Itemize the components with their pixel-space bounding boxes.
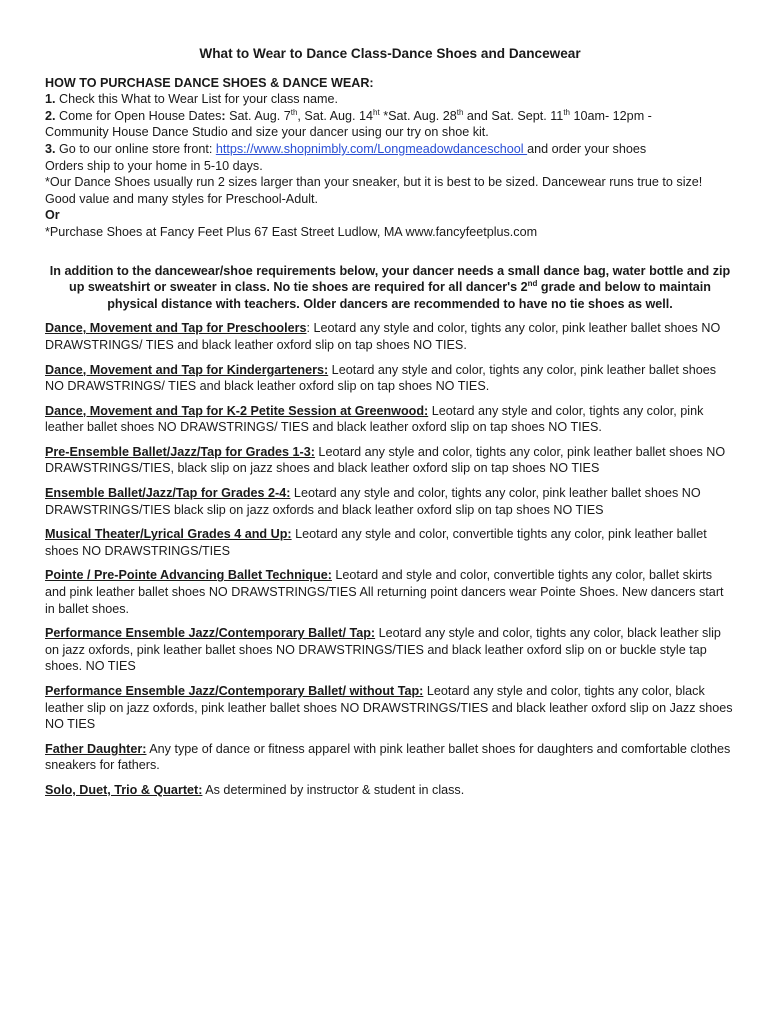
class-section bbox=[45, 403, 735, 436]
class-name: Performance Ensemble Jazz/Contemporary Ballet/ Tap: bbox=[45, 626, 376, 641]
sizing-note: *Our Dance Shoes usually run 2 sizes larger than your sneaker, but it is best to be sized. Dancewear runs true to size! Good value and many styles for Preschool-Adult. bbox=[45, 175, 703, 206]
purchase-instructions bbox=[45, 75, 735, 241]
class-section bbox=[45, 526, 735, 559]
class-requirements: Leotard any style and color, tights any color, pink leather ballet shoes NO DRAWSTRINGS/ TIES and black leather oxford slip on tap shoes NO TIES. bbox=[45, 362, 717, 394]
alternate-store: *Purchase Shoes at Fancy Feet Plus 67 East Street Ludlow, MA www.fancyfeetplus.com bbox=[45, 224, 538, 239]
notice-text-a: In addition to the dancewear/shoe requirements below, your dancer needs a small dance bag, water bottle and zip up sweatshirt or sweater in class. No tie shoes are required for all dancer's 2 bbox=[49, 263, 731, 295]
class-requirements: Leotard and style and color, convertible tights any color, ballet skirts and pink leather ballet shoes NO DRAWSTRINGS/TIES All returning point dancers wear Pointe Shoes. New dancers start in ballet shoes. bbox=[45, 568, 724, 616]
class-section bbox=[45, 683, 735, 733]
class-requirements: Leotard any style and color, tights any color, pink leather ballet shoes NO DRAWSTRINGS/ TIES and black leather oxford slip on tap shoes NO TIES. bbox=[45, 321, 721, 352]
step-2-sup-2: ht bbox=[373, 107, 380, 117]
step-1-number: 1. bbox=[45, 92, 56, 107]
step-3-line-2: Orders ship to your home in 5-10 days. bbox=[45, 158, 263, 173]
notice-sup: nd bbox=[527, 278, 538, 288]
class-list bbox=[45, 320, 735, 798]
class-requirements: Leotard any style and color, tights any color, pink leather ballet shoes NO DRAWSTRINGS/ TIES and black leather oxford slip on tap shoes NO TIES. bbox=[45, 403, 704, 435]
class-name: Musical Theater/Lyrical Grades 4 and Up: bbox=[45, 527, 292, 542]
class-name: Dance, Movement and Tap for Kindergarteners: bbox=[45, 362, 329, 377]
notice-text-b: grade and below to maintain physical distance with teachers. Older dancers are recommended to have no tie shoes as well. bbox=[107, 280, 711, 311]
step-2-text-d: *Sat. Aug. 28 bbox=[379, 108, 457, 123]
class-section bbox=[45, 567, 735, 617]
class-name: Dance, Movement and Tap for K-2 Petite Session at Greenwood: bbox=[45, 403, 429, 418]
step-2-sup-3: th bbox=[456, 107, 464, 117]
class-requirements: Leotard any style and color, tights any color, black leather slip on jazz oxfords, pink leather ballet shoes NO DRAWSTRINGS/TIES and black leather oxford slip on Jazz shoes NO TIES bbox=[45, 684, 733, 732]
class-section bbox=[45, 362, 735, 395]
or-label: Or bbox=[45, 208, 60, 223]
step-3 bbox=[45, 141, 735, 158]
class-requirements: As determined by instructor & student in class. bbox=[202, 782, 465, 797]
class-section bbox=[45, 320, 735, 353]
step-3-text-a: Go to our online store front: bbox=[55, 141, 216, 156]
document-page bbox=[45, 46, 735, 799]
document-title: What to Wear to Dance Class-Dance Shoes and Dancewear bbox=[199, 46, 581, 61]
step-1-text: Check this What to Wear List for your class name. bbox=[55, 92, 339, 107]
class-requirements: Leotard any style and color, tights any color, black leather slip on jazz oxfords, pink leather ballet shoes NO DRAWSTRINGS/TIES and black leather oxford slip on or buckle style tap shoes. NO TIES bbox=[45, 626, 721, 674]
class-requirements: Leotard any style and color, convertible tights any color, pink leather ballet shoes NO DRAWSTRINGS/TIES bbox=[45, 527, 707, 558]
online-store-link[interactable]: https://www.shopnimbly.com/Longmeadowdanceschool bbox=[215, 141, 528, 156]
step-2-sup-4: th bbox=[563, 107, 570, 117]
class-requirements: Leotard any style and color, tights any color, pink leather ballet shoes NO DRAWSTRINGS/TIES black slip on jazz oxfords and black leather oxford slip on tap shoes NO TIES bbox=[45, 486, 701, 517]
step-3-text-b: and order your shoes bbox=[527, 141, 647, 156]
step-2 bbox=[45, 108, 735, 125]
class-sep: : bbox=[306, 321, 311, 336]
class-section bbox=[45, 741, 735, 774]
requirements-notice bbox=[45, 263, 735, 313]
class-name: Pre-Ensemble Ballet/Jazz/Tap for Grades 1-3: bbox=[45, 444, 315, 459]
class-name: Pointe / Pre-Pointe Advancing Ballet Technique: bbox=[45, 568, 332, 583]
step-2-text-b: Sat. Aug. 7 bbox=[225, 108, 291, 123]
class-requirements: Leotard any style and color, tights any color, pink leather ballet shoes NO DRAWSTRINGS/TIES, black slip on jazz shoes and black leather oxford slip on tap shoes NO TIES bbox=[45, 444, 726, 476]
step-2-text-e: and Sat. Sept. 11 bbox=[463, 108, 564, 123]
class-name: Ensemble Ballet/Jazz/Tap for Grades 2-4: bbox=[45, 486, 291, 501]
class-name: Dance, Movement and Tap for Preschoolers bbox=[45, 321, 307, 336]
class-section bbox=[45, 485, 735, 518]
class-section bbox=[45, 444, 735, 477]
step-2-text-f: 10am- 12pm - bbox=[569, 108, 652, 123]
class-requirements: Any type of dance or fitness apparel with pink leather ballet shoes for daughters and comfortable clothes sneakers for fathers. bbox=[45, 741, 731, 773]
step-3-number: 3. bbox=[45, 141, 56, 156]
class-name: Solo, Duet, Trio & Quartet: bbox=[45, 782, 203, 797]
purchase-heading: HOW TO PURCHASE DANCE SHOES & DANCE WEAR: bbox=[45, 75, 374, 90]
class-section bbox=[45, 625, 735, 675]
step-1 bbox=[45, 91, 735, 108]
class-name: Father Daughter: bbox=[45, 741, 147, 756]
step-2-line-2: Community House Dance Studio and size your dancer using our try on shoe kit. bbox=[45, 125, 489, 140]
step-2-number: 2. bbox=[45, 108, 56, 123]
step-2-colon: : bbox=[221, 108, 226, 123]
step-2-text-a: Come for Open House Dates bbox=[55, 108, 222, 123]
class-name: Performance Ensemble Jazz/Contemporary Ballet/ without Tap: bbox=[45, 684, 424, 698]
step-2-sup-1: th bbox=[290, 107, 298, 117]
class-section bbox=[45, 782, 735, 799]
step-2-text-c: , Sat. Aug. 14 bbox=[297, 108, 374, 123]
